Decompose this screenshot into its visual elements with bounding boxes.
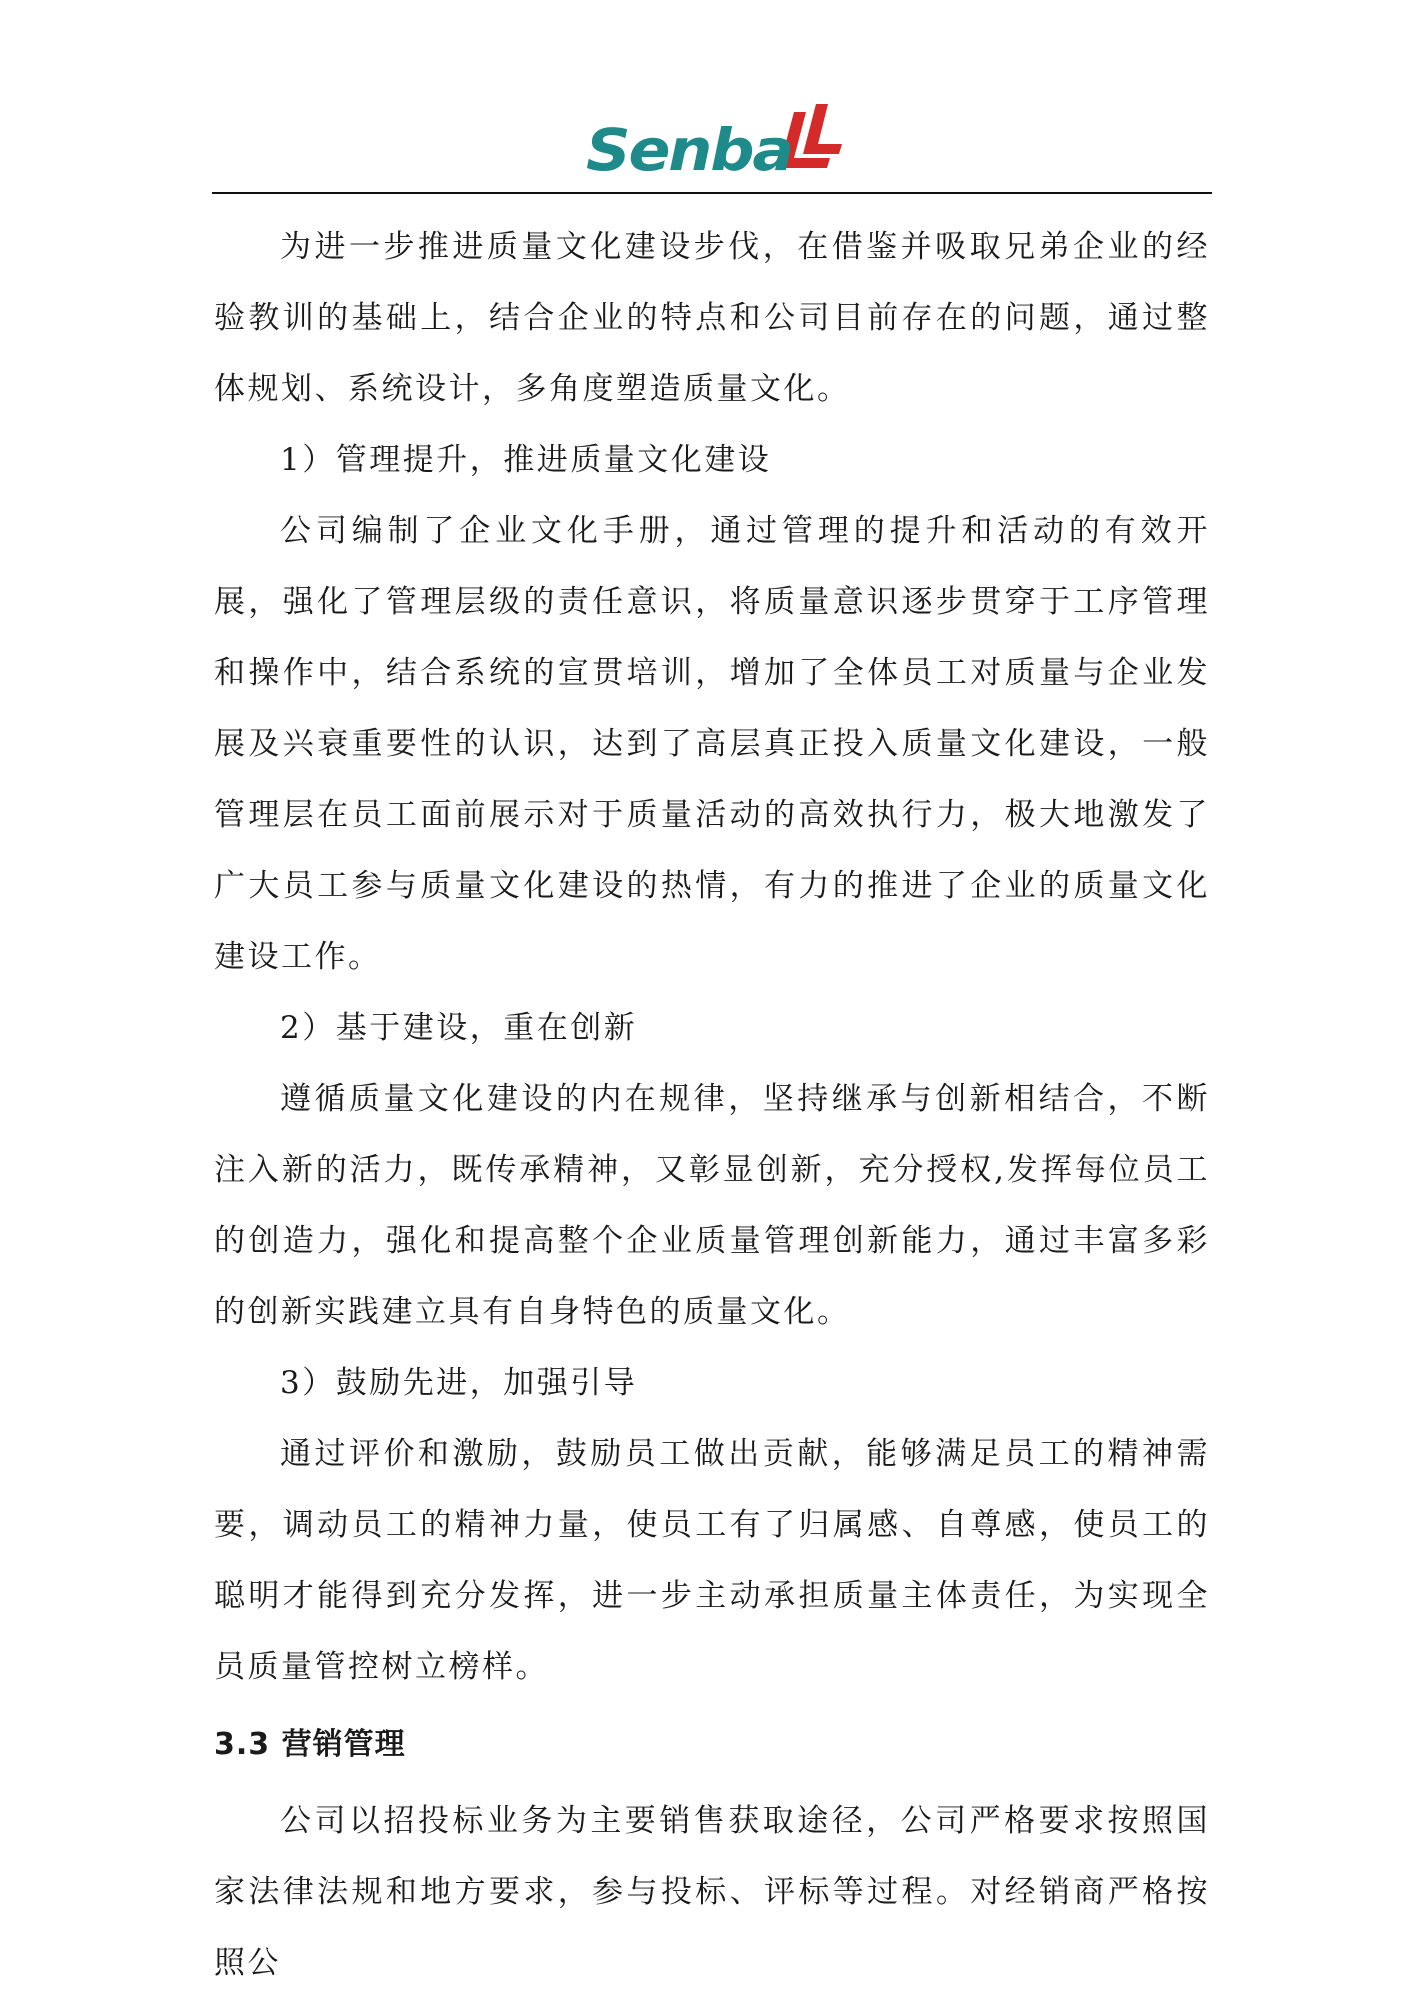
section-title: 3.3 营销管理 — [214, 1727, 406, 1762]
paragraph-marketing: 公司以招投标业务为主要销售获取途径，公司严格要求按照国家法律法规和地方要求，参与投标、评标等过程。对经销商严格按照公 — [214, 1803, 1210, 1981]
senball-logo — [580, 100, 850, 180]
svg-text:Senba: Senba — [586, 116, 792, 180]
page-header — [0, 0, 1414, 200]
paragraph-innovation: 遵循质量文化建设的内在规律，坚持继承与创新相结合，不断注入新的活力，既传承精神，又彰显创新，充分授权,发挥每位员工的创造力，强化和提高整个企业质量管理创新能力，通过丰富多彩的创新实践建立具有自身特色的质量文化。 — [214, 1081, 1210, 1330]
paragraph-intro: 为进一步推进质量文化建设步伐，在借鉴并吸取兄弟企业的经验教训的基础上，结合企业的特点和公司目前存在的问题，通过整体规划、系统设计，多角度塑造质量文化。 — [214, 229, 1210, 407]
paragraph-encouragement: 通过评价和激励，鼓励员工做出贡献，能够满足员工的精神需要，调动员工的精神力量，使员工有了归属感、自尊感，使员工的聪明才能得到充分发挥，进一步主动承担质量主体责任，为实现全员质量管控树立榜样。 — [214, 1436, 1210, 1685]
header-rule — [212, 192, 1212, 194]
paragraph-management: 公司编制了企业文化手册，通过管理的提升和活动的有效开展，强化了管理层级的责任意识，将质量意识逐步贯穿于工序管理和操作中，结合系统的宣贯培训，增加了全体员工对质量与企业发展及兴衰重要性的认识，达到了高层真正投入质量文化建设，一般管理层在员工面前展示对于质量活动的高效执行力，极大地激发了广大员工参与质量文化建设的热情，有力的推进了企业的质量文化建设工作。 — [214, 513, 1210, 975]
subheading-1: 1）管理提升，推进质量文化建设 — [280, 442, 772, 478]
subheading-2: 2）基于建设，重在创新 — [280, 1010, 638, 1046]
subheading-3: 3）鼓励先进，加强引导 — [280, 1365, 638, 1401]
body-text — [214, 212, 1210, 1999]
